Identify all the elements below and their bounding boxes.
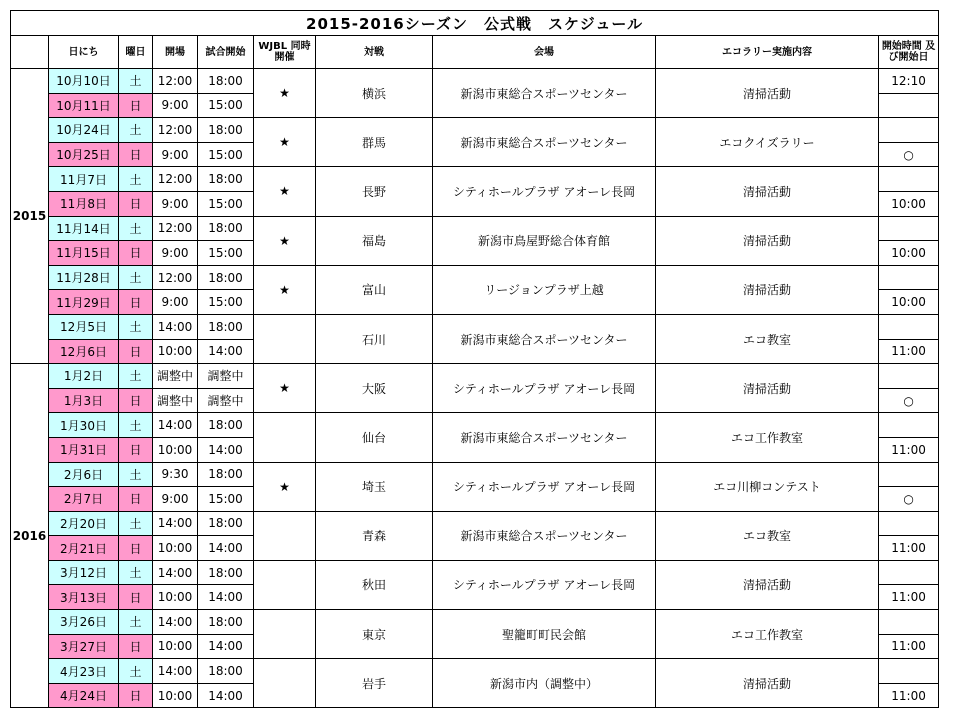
start-time-cell: 18:00 <box>198 167 254 192</box>
wjbl-marker: ★ <box>254 69 316 118</box>
opponent-cell: 青森 <box>316 511 433 560</box>
table-row <box>11 413 939 438</box>
schedule-sheet <box>10 10 939 708</box>
ticket-time-cell: ○ <box>879 142 939 167</box>
date-cell: 10月24日 <box>49 118 119 143</box>
wjbl-marker <box>254 610 316 659</box>
weekday-cell: 土 <box>119 413 153 438</box>
ticket-time-cell <box>879 314 939 339</box>
start-time-cell: 18:00 <box>198 511 254 536</box>
open-time-cell: 9:00 <box>153 142 198 167</box>
table-row <box>11 511 939 536</box>
weekday-cell: 日 <box>119 437 153 462</box>
start-time-cell: 18:00 <box>198 69 254 94</box>
eco-rally-cell: 清掃活動 <box>656 560 879 609</box>
eco-rally-cell: 清掃活動 <box>656 167 879 216</box>
weekday-cell: 日 <box>119 290 153 315</box>
open-time-cell: 10:00 <box>153 339 198 364</box>
eco-rally-cell: エコ工作教室 <box>656 413 879 462</box>
table-row <box>11 69 939 94</box>
weekday-cell: 日 <box>119 241 153 266</box>
date-cell: 10月10日 <box>49 69 119 94</box>
start-time-cell: 18:00 <box>198 462 254 487</box>
date-cell: 3月13日 <box>49 585 119 610</box>
open-time-cell: 9:00 <box>153 290 198 315</box>
wjbl-marker <box>254 413 316 462</box>
date-cell: 1月2日 <box>49 364 119 389</box>
table-row <box>11 462 939 487</box>
wjbl-marker: ★ <box>254 167 316 216</box>
eco-rally-cell: 清掃活動 <box>656 69 879 118</box>
year-cell: 2016 <box>11 364 49 708</box>
date-cell: 11月8日 <box>49 191 119 216</box>
weekday-cell: 日 <box>119 339 153 364</box>
start-time-cell: 15:00 <box>198 191 254 216</box>
ticket-time-cell: 11:00 <box>879 536 939 561</box>
ticket-time-cell: 10:00 <box>879 191 939 216</box>
eco-rally-cell: 清掃活動 <box>656 364 879 413</box>
start-time-cell: 14:00 <box>198 634 254 659</box>
date-cell: 10月11日 <box>49 93 119 118</box>
start-time-cell: 14:00 <box>198 585 254 610</box>
open-time-cell: 14:00 <box>153 659 198 684</box>
weekday-cell: 土 <box>119 659 153 684</box>
ticket-time-cell <box>879 118 939 143</box>
ticket-time-cell <box>879 265 939 290</box>
date-cell: 3月27日 <box>49 634 119 659</box>
open-time-cell: 9:00 <box>153 191 198 216</box>
header-eco: エコラリー実施内容 <box>656 36 879 69</box>
weekday-cell: 日 <box>119 585 153 610</box>
start-time-cell: 18:00 <box>198 560 254 585</box>
open-time-cell: 10:00 <box>153 585 198 610</box>
date-cell: 2月7日 <box>49 487 119 512</box>
date-cell: 10月25日 <box>49 142 119 167</box>
table-row <box>11 610 939 635</box>
header-ticket: 開始時間 及び開始日 <box>879 36 939 69</box>
header-date: 日にち <box>49 36 119 69</box>
table-row <box>11 364 939 389</box>
table-row <box>11 659 939 684</box>
weekday-cell: 日 <box>119 487 153 512</box>
open-time-cell: 14:00 <box>153 314 198 339</box>
ticket-time-cell <box>879 511 939 536</box>
ticket-time-cell <box>879 560 939 585</box>
venue-cell: 新潟市東総合スポーツセンター <box>433 413 656 462</box>
weekday-cell: 土 <box>119 118 153 143</box>
opponent-cell: 群馬 <box>316 118 433 167</box>
open-time-cell: 12:00 <box>153 167 198 192</box>
open-time-cell: 14:00 <box>153 610 198 635</box>
venue-cell: リージョンプラザ上越 <box>433 265 656 314</box>
opponent-cell: 長野 <box>316 167 433 216</box>
start-time-cell: 18:00 <box>198 265 254 290</box>
start-time-cell: 18:00 <box>198 314 254 339</box>
open-time-cell: 14:00 <box>153 413 198 438</box>
open-time-cell: 調整中 <box>153 388 198 413</box>
start-time-cell: 15:00 <box>198 241 254 266</box>
venue-cell: 新潟市東総合スポーツセンター <box>433 69 656 118</box>
header-opponent: 対戦 <box>316 36 433 69</box>
header-row <box>11 36 939 69</box>
start-time-cell: 15:00 <box>198 142 254 167</box>
header-weekday: 曜日 <box>119 36 153 69</box>
venue-cell: 新潟市東総合スポーツセンター <box>433 118 656 167</box>
weekday-cell: 土 <box>119 511 153 536</box>
weekday-cell: 日 <box>119 536 153 561</box>
venue-cell: 新潟市東総合スポーツセンター <box>433 314 656 363</box>
wjbl-marker <box>254 511 316 560</box>
schedule-table <box>10 10 939 708</box>
eco-rally-cell: エコクイズラリー <box>656 118 879 167</box>
opponent-cell: 横浜 <box>316 69 433 118</box>
opponent-cell: 大阪 <box>316 364 433 413</box>
ticket-time-cell: 11:00 <box>879 585 939 610</box>
venue-cell: 新潟市鳥屋野総合体育館 <box>433 216 656 265</box>
ticket-time-cell: ○ <box>879 388 939 413</box>
venue-cell: 新潟市東総合スポーツセンター <box>433 511 656 560</box>
opponent-cell: 秋田 <box>316 560 433 609</box>
start-time-cell: 18:00 <box>198 413 254 438</box>
start-time-cell: 14:00 <box>198 536 254 561</box>
wjbl-marker: ★ <box>254 265 316 314</box>
eco-rally-cell: エコ教室 <box>656 314 879 363</box>
ticket-time-cell: 10:00 <box>879 290 939 315</box>
date-cell: 1月3日 <box>49 388 119 413</box>
ticket-time-cell: 11:00 <box>879 634 939 659</box>
date-cell: 2月6日 <box>49 462 119 487</box>
open-time-cell: 10:00 <box>153 536 198 561</box>
opponent-cell: 福島 <box>316 216 433 265</box>
opponent-cell: 埼玉 <box>316 462 433 511</box>
ticket-time-cell <box>879 413 939 438</box>
wjbl-marker <box>254 560 316 609</box>
eco-rally-cell: 清掃活動 <box>656 216 879 265</box>
date-cell: 11月14日 <box>49 216 119 241</box>
table-row <box>11 314 939 339</box>
opponent-cell: 石川 <box>316 314 433 363</box>
table-row <box>11 118 939 143</box>
ticket-time-cell <box>879 216 939 241</box>
ticket-time-cell <box>879 364 939 389</box>
wjbl-marker: ★ <box>254 118 316 167</box>
date-cell: 2月21日 <box>49 536 119 561</box>
ticket-time-cell <box>879 93 939 118</box>
weekday-cell: 日 <box>119 191 153 216</box>
weekday-cell: 土 <box>119 216 153 241</box>
start-time-cell: 15:00 <box>198 93 254 118</box>
header-wjbl: WJBL 同時開催 <box>254 36 316 69</box>
eco-rally-cell: エコ教室 <box>656 511 879 560</box>
date-cell: 12月6日 <box>49 339 119 364</box>
date-cell: 11月7日 <box>49 167 119 192</box>
ticket-time-cell: 11:00 <box>879 339 939 364</box>
date-cell: 3月26日 <box>49 610 119 635</box>
header-open: 開場 <box>153 36 198 69</box>
ticket-time-cell: ○ <box>879 487 939 512</box>
ticket-time-cell <box>879 167 939 192</box>
date-cell: 11月28日 <box>49 265 119 290</box>
venue-cell: シティホールプラザ アオーレ長岡 <box>433 462 656 511</box>
venue-cell: シティホールプラザ アオーレ長岡 <box>433 167 656 216</box>
opponent-cell: 富山 <box>316 265 433 314</box>
opponent-cell: 東京 <box>316 610 433 659</box>
date-cell: 1月30日 <box>49 413 119 438</box>
start-time-cell: 18:00 <box>198 216 254 241</box>
weekday-cell: 土 <box>119 314 153 339</box>
weekday-cell: 土 <box>119 167 153 192</box>
ticket-time-cell: 11:00 <box>879 683 939 708</box>
weekday-cell: 土 <box>119 265 153 290</box>
open-time-cell: 10:00 <box>153 634 198 659</box>
start-time-cell: 15:00 <box>198 290 254 315</box>
open-time-cell: 9:00 <box>153 487 198 512</box>
start-time-cell: 14:00 <box>198 683 254 708</box>
header-venue: 会場 <box>433 36 656 69</box>
opponent-cell: 岩手 <box>316 659 433 708</box>
eco-rally-cell: エコ工作教室 <box>656 610 879 659</box>
start-time-cell: 18:00 <box>198 118 254 143</box>
weekday-cell: 土 <box>119 462 153 487</box>
weekday-cell: 日 <box>119 683 153 708</box>
date-cell: 12月5日 <box>49 314 119 339</box>
ticket-time-cell: 10:00 <box>879 241 939 266</box>
date-cell: 4月24日 <box>49 683 119 708</box>
weekday-cell: 土 <box>119 69 153 94</box>
eco-rally-cell: エコ川柳コンテスト <box>656 462 879 511</box>
wjbl-marker: ★ <box>254 364 316 413</box>
weekday-cell: 日 <box>119 634 153 659</box>
open-time-cell: 12:00 <box>153 69 198 94</box>
year-cell: 2015 <box>11 69 49 364</box>
start-time-cell: 18:00 <box>198 610 254 635</box>
weekday-cell: 日 <box>119 388 153 413</box>
header-start: 試合開始 <box>198 36 254 69</box>
date-cell: 2月20日 <box>49 511 119 536</box>
open-time-cell: 9:00 <box>153 241 198 266</box>
open-time-cell: 12:00 <box>153 265 198 290</box>
table-row <box>11 560 939 585</box>
date-cell: 11月29日 <box>49 290 119 315</box>
opponent-cell: 仙台 <box>316 413 433 462</box>
ticket-time-cell <box>879 462 939 487</box>
sheet-title: 2015-2016シーズン 公式戦 スケジュール <box>11 11 939 36</box>
table-row <box>11 216 939 241</box>
start-time-cell: 調整中 <box>198 388 254 413</box>
date-cell: 11月15日 <box>49 241 119 266</box>
ticket-time-cell <box>879 610 939 635</box>
open-time-cell: 10:00 <box>153 437 198 462</box>
weekday-cell: 日 <box>119 93 153 118</box>
open-time-cell: 10:00 <box>153 683 198 708</box>
venue-cell: シティホールプラザ アオーレ長岡 <box>433 560 656 609</box>
open-time-cell: 9:00 <box>153 93 198 118</box>
ticket-time-cell: 11:00 <box>879 437 939 462</box>
open-time-cell: 12:00 <box>153 216 198 241</box>
header-year <box>11 36 49 69</box>
venue-cell: シティホールプラザ アオーレ長岡 <box>433 364 656 413</box>
ticket-time-cell <box>879 659 939 684</box>
eco-rally-cell: 清掃活動 <box>656 265 879 314</box>
open-time-cell: 調整中 <box>153 364 198 389</box>
date-cell: 1月31日 <box>49 437 119 462</box>
table-row <box>11 167 939 192</box>
start-time-cell: 調整中 <box>198 364 254 389</box>
start-time-cell: 18:00 <box>198 659 254 684</box>
wjbl-marker: ★ <box>254 462 316 511</box>
weekday-cell: 土 <box>119 610 153 635</box>
venue-cell: 新潟市内（調整中） <box>433 659 656 708</box>
wjbl-marker: ★ <box>254 216 316 265</box>
open-time-cell: 12:00 <box>153 118 198 143</box>
eco-rally-cell: 清掃活動 <box>656 659 879 708</box>
ticket-time-cell: 12:10 <box>879 69 939 94</box>
venue-cell: 聖籠町町民会館 <box>433 610 656 659</box>
weekday-cell: 日 <box>119 142 153 167</box>
start-time-cell: 14:00 <box>198 339 254 364</box>
start-time-cell: 14:00 <box>198 437 254 462</box>
open-time-cell: 14:00 <box>153 511 198 536</box>
start-time-cell: 15:00 <box>198 487 254 512</box>
wjbl-marker <box>254 314 316 363</box>
weekday-cell: 土 <box>119 364 153 389</box>
open-time-cell: 9:30 <box>153 462 198 487</box>
date-cell: 3月12日 <box>49 560 119 585</box>
open-time-cell: 14:00 <box>153 560 198 585</box>
wjbl-marker <box>254 659 316 708</box>
date-cell: 4月23日 <box>49 659 119 684</box>
weekday-cell: 土 <box>119 560 153 585</box>
table-row <box>11 265 939 290</box>
